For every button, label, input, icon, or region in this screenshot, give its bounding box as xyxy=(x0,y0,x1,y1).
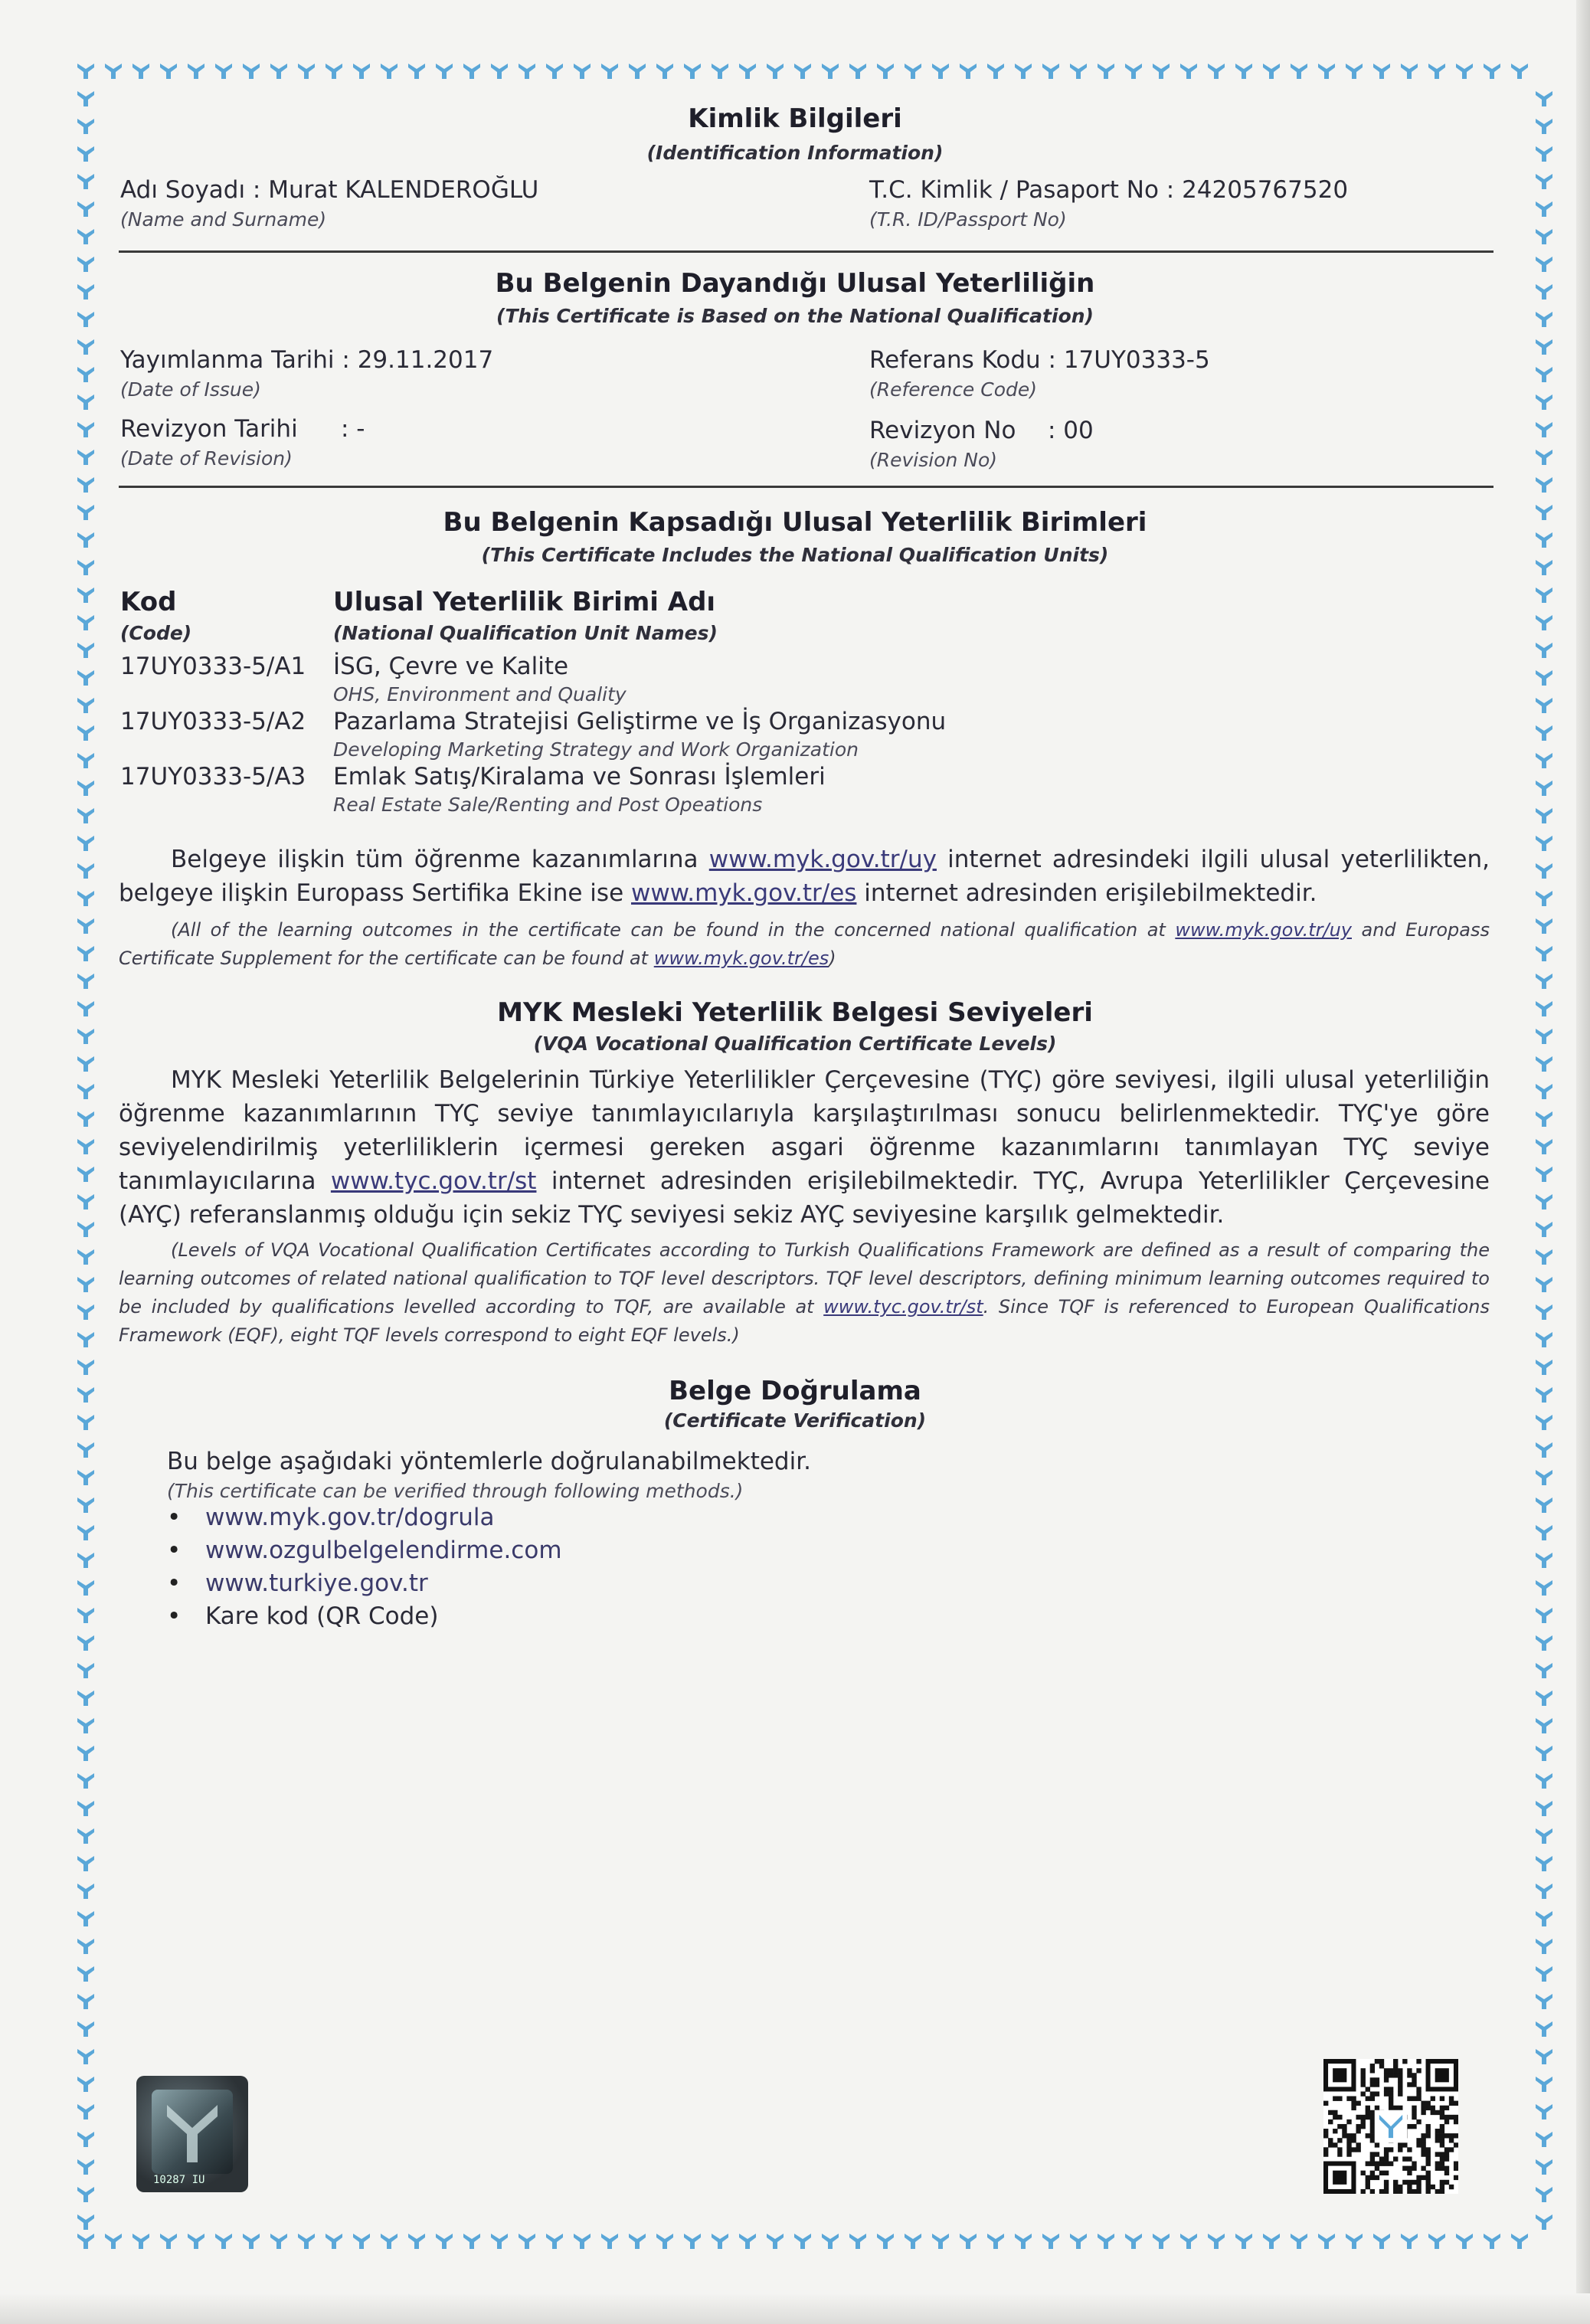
id-field-en: (T.R. ID/Passport No) xyxy=(869,208,1067,231)
verification-link-ozgul[interactable]: • www.ozgulbelgelendirme.com xyxy=(167,1534,562,1567)
unit-row-code: 17UY0333-5/A2 xyxy=(120,708,306,735)
levels-title: MYK Mesleki Yeterlilik Belgesi Seviyeleri xyxy=(497,997,1093,1028)
unit-row-code: 17UY0333-5/A3 xyxy=(120,763,306,790)
verification-link-myk[interactable]: • www.myk.gov.tr/dogrula xyxy=(167,1501,562,1534)
unit-row-code: 17UY0333-5/A1 xyxy=(120,653,306,680)
link-tyc-st-en[interactable]: www.tyc.gov.tr/st xyxy=(823,1296,983,1317)
link-myk-es-en[interactable]: www.myk.gov.tr/es xyxy=(653,948,829,969)
link-tyc-st[interactable]: www.tyc.gov.tr/st xyxy=(330,1167,537,1195)
units-col-code-en: (Code) xyxy=(120,622,192,644)
id-field: T.C. Kimlik / Pasaport No : 24205767520 xyxy=(869,176,1349,204)
levels-paragraph: MYK Mesleki Yeterlilik Belgelerinin Türkiye Yeterlilikler Çerçevesine (TYÇ) göre seviyesi, ilgili ulusal yeterliliğin öğrenme kazanımlarının TYÇ seviye tanımlayıcılarıyla karşılaştırılması sonucu belirlenmektedir. TYÇ'ye göre seviyelendirilmiş yeterliliklerin içermesi gereken asgari öğrenme kazanımlarını tanımlayan TYÇ seviye tanımlayıcılarına www.tyc.gov.tr/st internet adresinden erişilebilmektedir. TYÇ, Avrupa Yeterlilikler Çerçevesine (AYÇ) referanslanmış olduğu için sekiz TYÇ seviyesi sekiz AYÇ seviyesine karşılık gelmektedir. xyxy=(119,1066,1490,1229)
name-field-en: (Name and Surname) xyxy=(120,208,327,231)
revision-date-label: Revizyon Tarihi xyxy=(120,415,298,443)
qr-code-icon[interactable] xyxy=(1323,2059,1458,2194)
levels-title-en: (VQA Vocational Qualification Certificate Levels) xyxy=(533,1033,1057,1055)
reference-code-en: (Reference Code) xyxy=(869,378,1038,401)
verification-title: Belge Doğrulama xyxy=(669,1376,921,1406)
outcomes-paragraph-en: (All of the learning outcomes in the certificate can be found in the concerned national qualification at www.myk.gov.tr/uy and Europass Certificate Supplement for the certificate can be found at www.myk.gov.tr/es) xyxy=(119,919,1490,969)
units-title: Bu Belgenin Kapsadığı Ulusal Yeterlilik Birimleri xyxy=(443,507,1147,538)
hologram-logo-icon xyxy=(152,2090,233,2174)
revision-no-en: (Revision No) xyxy=(869,449,998,471)
issue-date-en: (Date of Issue) xyxy=(120,378,261,401)
hologram-code: 10287 IU xyxy=(153,2174,205,2186)
identity-title-en: (Identification Information) xyxy=(646,142,944,164)
outcomes-paragraph: Belgeye ilişkin tüm öğrenme kazanımlarına www.myk.gov.tr/uy internet adresindeki ilgili ulusal yeterlilikten, belgeye ilişkin Europass Sertifika Ekine ise www.myk.gov.tr/es internet adresinden erişilebilmektedir. xyxy=(119,846,1490,907)
revision-date-value: : - xyxy=(341,415,365,443)
link-myk-uy-en[interactable]: www.myk.gov.tr/uy xyxy=(1175,919,1352,941)
revision-date-en: (Date of Revision) xyxy=(120,447,293,470)
hologram-seal xyxy=(136,2076,248,2192)
units-col-code: Kod xyxy=(120,587,177,617)
link-myk-es[interactable]: www.myk.gov.tr/es xyxy=(631,879,857,907)
divider xyxy=(119,486,1493,488)
identity-title: Kimlik Bilgileri xyxy=(688,103,902,134)
qualification-title-en: (This Certificate is Based on the National Qualification) xyxy=(496,305,1094,327)
unit-row-name: Pazarlama Stratejisi Geliştirme ve İş Organizasyonu xyxy=(333,708,947,735)
issue-date: Yayımlanma Tarihi : 29.11.2017 xyxy=(120,346,494,374)
verification-intro-en: (This certificate can be verified through following methods.) xyxy=(167,1480,744,1502)
verification-methods xyxy=(167,1501,562,1633)
verification-link-turkiye[interactable]: • www.turkiye.gov.tr xyxy=(167,1567,562,1600)
unit-row-name-en: OHS, Environment and Quality xyxy=(333,683,627,705)
unit-row-name: İSG, Çevre ve Kalite xyxy=(333,653,569,680)
verification-title-en: (Certificate Verification) xyxy=(663,1409,927,1432)
unit-row-name-en: Developing Marketing Strategy and Work Organization xyxy=(333,738,859,761)
verification-qr-method: • Kare kod (QR Code) xyxy=(167,1600,562,1633)
unit-row-name: Emlak Satış/Kiralama ve Sonrası İşlemleri xyxy=(333,763,826,790)
unit-row-name-en: Real Estate Sale/Renting and Post Opeations xyxy=(333,794,763,816)
divider xyxy=(119,250,1493,253)
reference-code: Referans Kodu : 17UY0333-5 xyxy=(869,346,1210,374)
units-col-name-en: (National Qualification Unit Names) xyxy=(333,622,718,644)
revision-no-value: : 00 xyxy=(1048,417,1094,444)
name-field: Adı Soyadı : Murat KALENDEROĞLU xyxy=(120,176,539,204)
units-col-name: Ulusal Yeterlilik Birimi Adı xyxy=(333,587,716,617)
link-myk-uy[interactable]: www.myk.gov.tr/uy xyxy=(708,846,937,873)
units-title-en: (This Certificate Includes the National Qualification Units) xyxy=(481,544,1109,566)
verification-intro: Bu belge aşağıdaki yöntemlerle doğrulanabilmektedir. xyxy=(167,1448,811,1475)
revision-no-label: Revizyon No xyxy=(869,417,1016,444)
levels-paragraph-en: (Levels of VQA Vocational Qualification Certificates according to Turkish Qualifications Framework are defined as a result of comparing the learning outcomes of related national qualification to TQF level descriptors. TQF level descriptors, defining minimum learning outcomes required to be included by qualifications levelled according to TQF, are available at www.tyc.gov.tr/st. Since TQF is referenced to European Qualifications Framework (EQF), eight TQF levels correspond to eight EQF levels.) xyxy=(119,1239,1490,1346)
qualification-title: Bu Belgenin Dayandığı Ulusal Yeterliliğin xyxy=(495,268,1095,299)
